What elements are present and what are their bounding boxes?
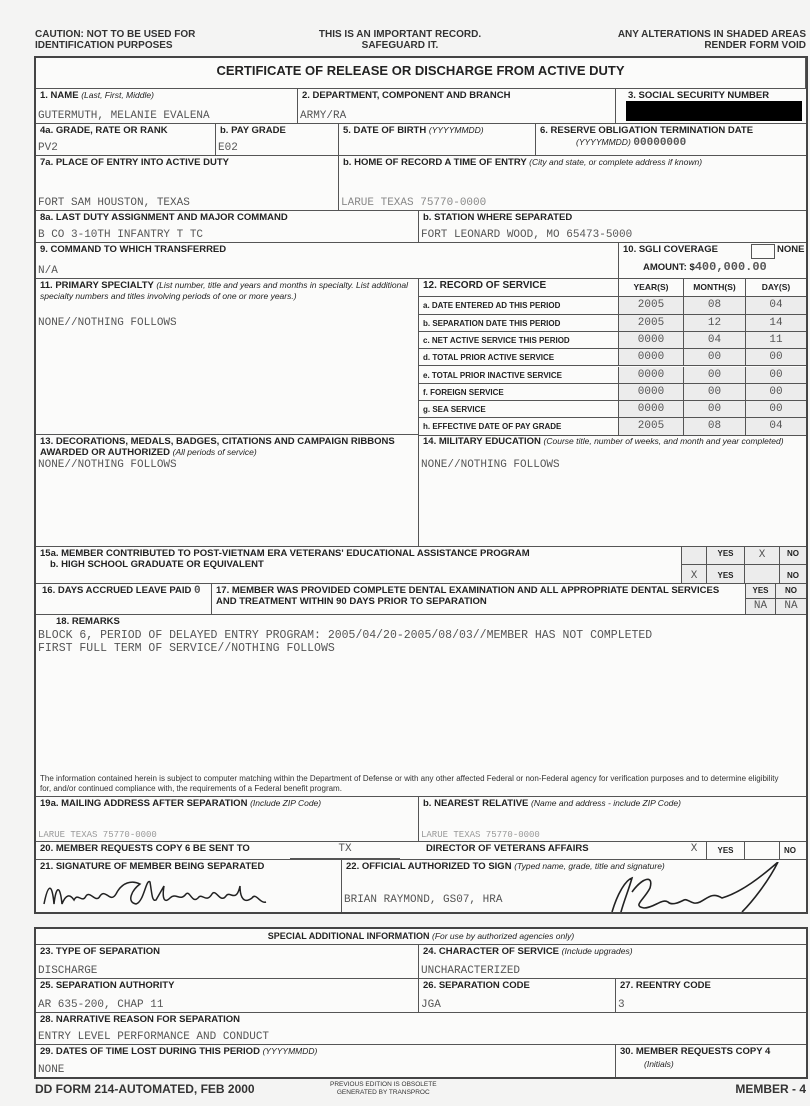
record-value: 0000 [619, 367, 684, 384]
field-29-time-lost: 29. DATES OF TIME LOST DURING THIS PERIOD (YYYYMMDD) NONE [36, 1045, 616, 1077]
field-26-sep-code: 26. SEPARATION CODE JGA [419, 979, 616, 1013]
record-row-label: g. SEA SERVICE [419, 401, 619, 418]
record-value: 0000 [619, 332, 684, 349]
field-1-name: 1. NAME (Last, First, Middle) GUTERMUTH, MELANIE EVALENA [36, 89, 298, 124]
alterations-notice: ANY ALTERATIONS IN SHADED AREAS RENDER FORM VOID [617, 29, 806, 51]
field-25-authority: 25. SEPARATION AUTHORITY AR 635-200, CHAP 11 [36, 979, 419, 1013]
field-7a-entry-place: 7a. PLACE OF ENTRY INTO ACTIVE DUTY FORT SAM HOUSTON, TEXAS [36, 156, 339, 211]
record-row-label: f. FOREIGN SERVICE [419, 384, 619, 401]
field-21-member-signature: 21. SIGNATURE OF MEMBER BEING SEPARATED [36, 860, 342, 912]
record-value: 0000 [619, 349, 684, 366]
redaction-bar [626, 101, 802, 121]
15b-yes-label: YES [707, 565, 745, 584]
special-info-header: SPECIAL ADDITIONAL INFORMATION (For use by authorized agencies only) [36, 929, 806, 945]
record-value: 12 [684, 315, 746, 332]
field-18-remarks: 18. REMARKS BLOCK 6, PERIOD OF DELAYED ENTRY PROGRAM: 2005/04/20-2005/08/03//MEMBER HAS NOT COMPLETED FIRST FULL TERM OF SERVICE//NOTHING FOLLOWS The information contained herein is subject to computer matching within the Department of Defense or with any other affected Federal or non-Federal agency for verification purposes and to determine eligibility for, and/or continued compliance with, the requirements of a Federal benefit program. [36, 615, 806, 797]
field-8b-station: b. STATION WHERE SEPARATED FORT LEONARD WOOD, MO 65473-5000 [419, 211, 806, 243]
17-yes-value: NA [753, 600, 768, 612]
record-row-label: a. DATE ENTERED AD THIS PERIOD [419, 297, 619, 314]
15a-no-label: NO [780, 547, 806, 565]
field-4a-grade: 4a. GRADE, RATE OR RANK PV2 [36, 124, 216, 156]
caution-notice: CAUTION: NOT TO BE USED FOR IDENTIFICATION PURPOSES [35, 29, 196, 51]
field-5-dob: 5. DATE OF BIRTH (YYYYMMDD) [339, 124, 536, 156]
field-7b-home-of-record: b. HOME OF RECORD A TIME OF ENTRY (City and state, or complete address if known) LARUE TEXAS 75770-0000 [339, 156, 806, 211]
15a-yes-box[interactable] [682, 547, 707, 565]
record-value: 00 [684, 367, 746, 384]
record-value: 00 [684, 384, 746, 401]
official-signature-icon [592, 862, 802, 912]
field-27-reentry-code: 27. REENTRY CODE 3 [616, 979, 806, 1013]
20-no-box[interactable] [745, 842, 780, 860]
field-4b-pay-grade: b. PAY GRADE E02 [216, 124, 339, 156]
field-23-type: 23. TYPE OF SEPARATION DISCHARGE [36, 945, 419, 979]
20-yes-label: YES [717, 846, 734, 855]
field-12-record-of-service [419, 279, 806, 435]
record-value: 04 [746, 418, 806, 436]
record-row-label: h. EFFECTIVE DATE OF PAY GRADE [419, 418, 619, 436]
field-15-education-program: 15a. MEMBER CONTRIBUTED TO POST-VIETNAM ERA VETERANS' EDUCATIONAL ASSISTANCE PROGRAM b. HIGH SCHOOL GRADUATE OR EQUIVALENT [36, 547, 682, 584]
field-16-leave: 16. DAYS ACCRUED LEAVE PAID 0 [36, 584, 212, 615]
15a-no-box[interactable]: X [745, 547, 780, 565]
field-15-checkboxes [682, 547, 806, 584]
field-19a-mailing-address: 19a. MAILING ADDRESS AFTER SEPARATION (Include ZIP Code) LARUE TEXAS 75770-0000 [36, 797, 419, 842]
field-8a-last-duty: 8a. LAST DUTY ASSIGNMENT AND MAJOR COMMAND B CO 3-10TH INFANTRY T TC [36, 211, 419, 243]
field-13-decorations: 13. DECORATIONS, MEDALS, BADGES, CITATIONS AND CAMPAIGN RIBBONS AWARDED OR AUTHORIZED (All periods of service) NONE//NOTHING FOLLOWS [36, 435, 419, 547]
record-value: 08 [684, 418, 746, 436]
record-value: 00 [684, 401, 746, 418]
record-value: 11 [746, 332, 806, 349]
field-30-copy4: 30. MEMBER REQUESTS COPY 4 (Initials) [620, 1046, 771, 1069]
field-19b-nearest-relative: b. NEAREST RELATIVE (Name and address - include ZIP Code) LARUE TEXAS 75770-0000 [419, 797, 806, 842]
field-28-narrative: 28. NARRATIVE REASON FOR SEPARATION ENTRY LEVEL PERFORMANCE AND CONDUCT [36, 1013, 806, 1045]
main-form [34, 56, 808, 914]
20-no-label: NO [784, 846, 796, 855]
record-value: 00 [746, 401, 806, 418]
field-11-specialty: 11. PRIMARY SPECIALTY (List number, title and years and months in specialty. List additional specialty numbers and titles involving periods of one or more years.) NONE//NOTHING FOLLOWS [36, 279, 419, 435]
15a-yes-label: YES [707, 547, 745, 565]
field-9-command: 9. COMMAND TO WHICH TRANSFERRED N/A [36, 243, 619, 279]
form-title: CERTIFICATE OF RELEASE OR DISCHARGE FROM ACTIVE DUTY [36, 58, 806, 89]
17-no-value: NA [784, 600, 798, 612]
record-value: 00 [746, 384, 806, 401]
record-value: 04 [684, 332, 746, 349]
copy-designation: MEMBER - 4 [735, 1082, 806, 1096]
field-14-military-education: 14. MILITARY EDUCATION (Course title, number of weeks, and month and year completed) NONE//NOTHING FOLLOWS [419, 435, 806, 547]
record-col-header: YEAR(S) [619, 279, 684, 297]
record-of-service-header: 12. RECORD OF SERVICE [419, 279, 619, 297]
record-value: 00 [746, 367, 806, 384]
record-row-label: e. TOTAL PRIOR INACTIVE SERVICE [419, 367, 619, 384]
15b-no-label: NO [787, 571, 799, 580]
record-value: 00 [746, 349, 806, 366]
special-additional-information [34, 927, 808, 1079]
record-row-label: c. NET ACTIVE SERVICE THIS PERIOD [419, 332, 619, 349]
20-yes-box[interactable]: X [682, 842, 707, 860]
record-value: 2005 [619, 418, 684, 436]
record-value: 14 [746, 315, 806, 332]
field-10-sgli: 10. SGLI COVERAGE NONE AMOUNT: $400,000.00 [619, 243, 806, 279]
field-24-character: 24. CHARACTER OF SERVICE (Include upgrades) UNCHARACTERIZED [419, 945, 806, 979]
record-col-header: MONTH(S) [684, 279, 746, 297]
record-value: 0000 [619, 384, 684, 401]
record-value: 0000 [619, 401, 684, 418]
record-value: 2005 [619, 297, 684, 314]
edition-note: PREVIOUS EDITION IS OBSOLETE GENERATED BY TRANSPROC [330, 1081, 437, 1096]
15b-yes-box[interactable]: X [682, 565, 707, 584]
field-22-official: 22. OFFICIAL AUTHORIZED TO SIGN (Typed name, grade, title and signature) BRIAN RAYMOND, GS07, HRA [342, 860, 806, 912]
record-value: 2005 [619, 315, 684, 332]
15b-no-box[interactable] [745, 565, 780, 584]
computer-matching-disclaimer: The information contained herein is subject to computer matching within the Department of Defense or with any other affected Federal or non-Federal agency for verification purposes and to determine eligibility for, and/or continued compliance with, the requirements of a Federal benefit program. [40, 774, 779, 793]
record-value: 00 [684, 349, 746, 366]
field-3-ssn: 3. SOCIAL SECURITY NUMBER [616, 89, 806, 124]
field-6-reserve-date: 6. RESERVE OBLIGATION TERMINATION DATE (YYYYMMDD) 00000000 [536, 124, 806, 156]
17-yes-label: YES [752, 586, 769, 595]
field-20-copy6: 20. MEMBER REQUESTS COPY 6 BE SENT TO TX DIRECTOR OF VETERANS AFFAIRS X YES NO [36, 842, 806, 860]
17-no-label: NO [785, 586, 797, 595]
member-signature-icon [40, 874, 310, 910]
sgli-none-checkbox[interactable] [751, 244, 775, 259]
field-17-dental: 17. MEMBER WAS PROVIDED COMPLETE DENTAL EXAMINATION AND ALL APPROPRIATE DENTAL SERVICES AND TREATMENT WITHIN 90 DAYS PRIOR TO SEPARATION [212, 584, 746, 615]
record-col-header: DAY(S) [746, 279, 806, 297]
field-17-answers [746, 584, 806, 615]
important-record-notice: THIS IS AN IMPORTANT RECORD. SAFEGUARD IT. [318, 29, 482, 51]
record-value: 04 [746, 297, 806, 314]
form-number: DD FORM 214-AUTOMATED, FEB 2000 [35, 1082, 255, 1096]
record-value: 08 [684, 297, 746, 314]
record-row-label: b. SEPARATION DATE THIS PERIOD [419, 315, 619, 332]
field-2-department: 2. DEPARTMENT, COMPONENT AND BRANCH ARMY/RA [298, 89, 616, 124]
record-row-label: d. TOTAL PRIOR ACTIVE SERVICE [419, 349, 619, 366]
